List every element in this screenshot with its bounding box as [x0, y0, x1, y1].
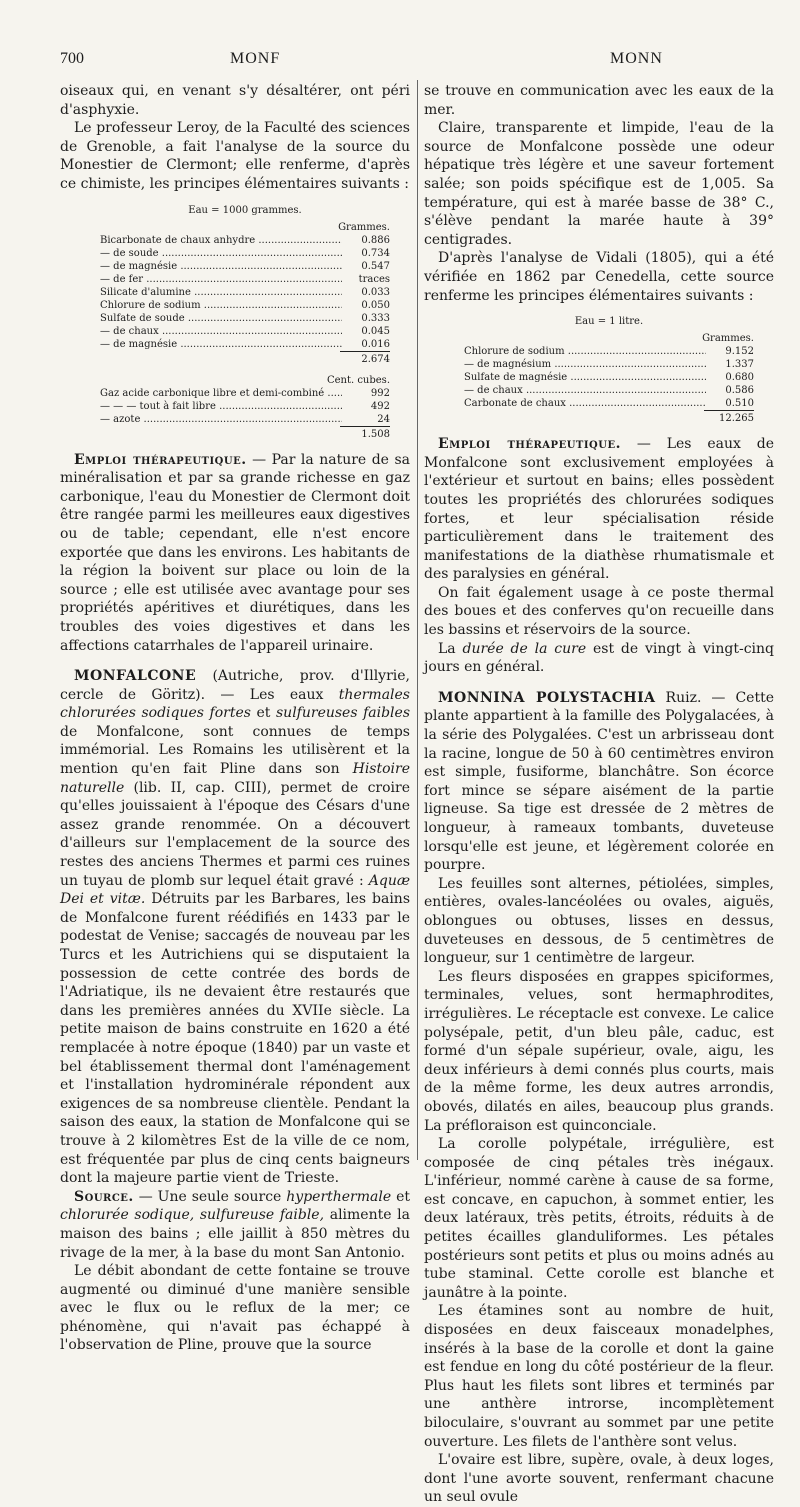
paragraph: La corolle polypétale, irrégulière, est composée de cinq pétales très inégaux. L'inférieur, nommé carène à cause de sa forme, est concave, en capuchon, à sommet entier, les deux latéraux, très petits, étroits, réduits à de petites écailles glanduliformes. Les pétales postérieurs sont petits et plus ou moins adnés au tube staminal. Cette corolle est blanche et jaunâtre à la pointe.: [424, 1136, 774, 1301]
paragraph-duree: [424, 640, 774, 677]
row-value: 9.152: [725, 346, 754, 358]
text: et: [391, 1188, 410, 1205]
paragraph: se trouve en communication avec les eaux de la mer.: [424, 83, 774, 118]
text: Détruits par les Barbares, les bains de Monfalcone furent réédifiés en 1433 par le podestat de Venise; saccagés de nouveau par les Turcs et les Autrichiens qui se disputaient la possession de cette contrée des bords de l'Adriatique, ils ne devaient être restaurés que dans les premières années du XVIIe siècle. La petite maison de bains construite en 1620 a été remplacée à notre époque (1840) par un vaste et bel établissement thermal dont l'aménagement et l'installation hydrominérale répondent aux exigences de sa nombreuse clientèle. Pendant la saison des eaux, la station de Monfalcone qui se trouve à 2 kilomètres Est de la ville de ce nom, est fréquentée par plus de cinq cents baigneurs dont la majeure partie vient de Trieste.: [60, 891, 410, 1187]
paragraph: Les fleurs disposées en grappes spiciformes, terminales, velues, sont hermaphrodites, irrégulières. Le réceptacle est convexe. Le calice polysépale, petit, d'un bleu pâle, caduc, est formé d'un sépale supérieur, ovale, aigu, les deux inférieurs à demi connés plus courts, mais de la même forme, les deux autres arrondis, obovés, dilatés en ailes, beaucoup plus grands. La préfloraison est quinconciale.: [424, 968, 774, 1134]
row-label: Silicate d'alumine .....: [100, 286, 342, 299]
header-left-guideword: MONF: [230, 50, 281, 67]
text: — Une seule source: [133, 1188, 287, 1205]
row-value: 0.050: [361, 299, 390, 311]
row-label: Bicarbonate de chaux anhydre .....: [100, 234, 342, 247]
column-divider: [417, 80, 418, 1160]
row-label: Carbonate de chaux .....: [464, 397, 706, 410]
table-row: [100, 338, 390, 351]
table-row: [100, 273, 390, 286]
row-label: — — — tout à fait libre .....: [100, 400, 342, 413]
paragraph: Les étamines sont au nombre de huit, disposées en deux faisceaux monadelphes, insérés à la base de la corolle et dont la gaine est fendue en long du côté postérieur de la fleur. Plus haut les filets sont libres et terminés par une anthère introrse, incomplètement biloculaire, s'ouvrant au sommet par une petite ouverture. Les filets de l'anthère sont velus.: [424, 1303, 774, 1450]
table-row: [100, 413, 390, 426]
section-heading: Emploi thérapeutique.: [74, 451, 247, 468]
row-value: 992: [370, 387, 390, 399]
paragraph: Claire, transparente et limpide, l'eau de la source de Monfalcone possède une odeur hépatique très légère et une saveur fortement salée; son poids spécifique est de 1,005. Sa température, qui est à marée basse de 38° C., s'élève pendant la marée haute à 39° centigrades.: [424, 120, 774, 248]
paragraph: D'après l'analyse de Vidali (1805), qui a été vérifiée en 1862 par Cenedella, cette source renferme les principes élémentaires suivants :: [424, 250, 774, 304]
paragraph: Les feuilles sont alternes, pétiolées, simples, entières, ovales-lancéolées ou ovales, aiguës, oblongues ou obtuses, lisses en dessus, duveteuses en dessous, de 5 centimètres de longueur, sur 1 centimètre de largeur.: [424, 875, 774, 967]
paragraph: oiseaux qui, en venant s'y désaltérer, ont péri d'asphyxie.: [60, 83, 410, 118]
row-label: — de chaux .....: [100, 325, 342, 338]
header-right-guideword: MONN: [610, 50, 663, 67]
table-row: [100, 312, 390, 325]
text: thermales chlorurées sodiques fortes: [60, 686, 410, 722]
text: La: [438, 640, 463, 657]
table-row: [464, 371, 754, 384]
table-row: [100, 286, 390, 299]
table-total: 12.265: [704, 410, 754, 425]
text: de Monfalcone, sont connues de temps immémorial. Les Romains les utilisèrent et la mention qu'en fait Pline dans son: [60, 723, 410, 778]
table-row: [100, 400, 390, 413]
row-label: — de magnésie .....: [100, 260, 342, 273]
row-value: traces: [358, 273, 390, 285]
row-label: — de chaux .....: [464, 384, 706, 397]
table-row: [464, 358, 754, 371]
text: hyperthermale: [286, 1188, 392, 1205]
row-label: Chlorure de sodium .....: [464, 345, 706, 358]
entry-heading: MONNINA POLYSTACHIA: [438, 689, 656, 706]
entry-heading: MONFALCONE: [74, 668, 197, 685]
right-column: [424, 82, 774, 1507]
table-row: [464, 397, 754, 410]
entry-monnina: [424, 689, 774, 875]
row-value: 0.033: [361, 286, 390, 298]
table-row: [100, 247, 390, 260]
paragraph-emploi: [60, 451, 410, 656]
table-row: [464, 384, 754, 397]
analysis-table-monestier: [100, 204, 390, 441]
row-label: — de fer .....: [100, 273, 342, 286]
row-value: 24: [377, 413, 390, 425]
table-row: [100, 299, 390, 312]
table-caption: Eau = 1000 grammes.: [188, 204, 302, 216]
table-row: [100, 387, 390, 400]
table-caption: Eau = 1 litre.: [574, 316, 644, 328]
paragraph-text: — Par la nature de sa minéralisation et par sa grande richesse en gaz carbonique, l'eau du Monestier de Clermont doit être rangée parmi les meilleures eaux digestives ou de table; cependant, elle n'est encore exportée que dans les environs. Les habitants de la région la boivent sur place ou loin de la source ; elle est utilisée avec avantage pour ses propriétés apéritives et diurétiques, dans les troubles des voies digestives et dans les affections catarrhales de l'appareil urinaire.: [60, 451, 410, 654]
paragraph-source: [60, 1188, 410, 1262]
text: durée de la cure: [462, 640, 587, 657]
section-heading: Emploi thérapeutique.: [438, 436, 621, 453]
text: Aquæ Dei et vitæ.: [60, 872, 410, 908]
analysis-table-monfalcone: [464, 315, 754, 425]
row-value: 0.734: [361, 247, 390, 259]
table-row: [100, 260, 390, 273]
row-value: 0.045: [361, 325, 390, 337]
row-value: 1.337: [725, 359, 754, 371]
table-row: [100, 234, 390, 247]
table-unit: Grammes.: [702, 333, 754, 345]
row-value: 0.586: [725, 385, 754, 397]
row-label: Chlorure de sodium .....: [100, 299, 342, 312]
row-value: 0.680: [725, 372, 754, 384]
paragraph: Le professeur Leroy, de la Faculté des sciences de Grenoble, a fait l'analyse de la source du Monestier de Clermont; elle renferme, d'après ce chimiste, les principes élémentaires suivants :: [60, 120, 410, 192]
paragraph-emploi: [424, 435, 774, 584]
text: Histoire naturelle: [60, 761, 410, 796]
row-label: — de soude .....: [100, 247, 342, 260]
row-label: — azote .....: [100, 413, 342, 426]
paragraph: On fait également usage à ce poste thermal des boues et des conferves qu'on recueille dans les bassins et réservoirs de la source.: [424, 584, 774, 639]
text: (lib. II, cap. CIII), permet de croire qu'elles jouissaient à l'époque des Césars d'une assez grande renommée. On a découvert d'ailleurs sur l'emplacement de la source des restes des anciens Thermes et parmi ces ruines un tuyau de plomb sur lequel était gravé :: [60, 779, 410, 889]
row-label: Sulfate de soude .....: [100, 312, 342, 325]
row-value: 0.547: [361, 260, 390, 272]
table-total: 2.674: [340, 351, 390, 366]
table-unit: Cent. cubes.: [326, 374, 390, 386]
row-label: Gaz acide carbonique libre et demi-combiné .....: [100, 387, 342, 400]
row-value: 0.510: [725, 398, 754, 410]
row-value: 0.016: [361, 338, 390, 350]
table-unit: Grammes.: [338, 221, 390, 233]
text: Ruiz. — Cette plante appartient à la famille des Polygalacées, à la série des Polygalées. C'est un arbrisseau dont la racine, longue de 50 à 60 centimètres environ est simple, fusiforme, blanchâtre. Son écorce fort mince se sépare aisément de la partie ligneuse. Sa tige est dressée de 2 mètres de longueur, à rameaux tombants, duveteuse lorsqu'elle est jeune, et légèrement colorée en pourpre.: [424, 689, 774, 874]
text: et: [250, 705, 276, 722]
row-value: 0.333: [361, 312, 390, 324]
text: (Autriche, prov. d'Illyrie, cercle de Göritz). — Les eaux: [60, 668, 410, 703]
row-label: — de magnésie .....: [100, 338, 342, 351]
text: sulfureuses faibles: [276, 705, 411, 722]
text: — Les eaux de Monfalcone sont exclusivement employées à l'extérieur et surtout en bains; elles possèdent toutes les propriétés des chlorurées sodiques fortes, et leur spécialisation réside particulièrement dans le traitement des manifestations de la diathèse rhumatismale et des paralysies en général.: [424, 436, 775, 583]
table-total: 1.508: [340, 426, 390, 441]
row-label: — de magnésium .....: [464, 358, 706, 371]
row-value: 0.886: [361, 234, 390, 246]
text: alimente la maison des bains ; elle jaillit à 850 mètres du rivage de la mer, à la base du mont San Antonio.: [60, 1207, 411, 1261]
text: est de vingt à vingt-cinq jours en général.: [424, 640, 775, 676]
paragraph: L'ovaire est libre, supère, ovale, à deux loges, dont l'une avorte souvent, renfermant chacune un seul ovule: [424, 1452, 774, 1506]
entry-monfalcone: [60, 667, 410, 1188]
running-header: [60, 50, 758, 72]
section-heading: Source.: [74, 1188, 134, 1205]
row-value: 492: [370, 400, 390, 412]
page-number: 700: [60, 50, 84, 67]
row-label: Sulfate de magnésie .....: [464, 371, 706, 384]
table-row: [464, 345, 754, 358]
table-row: [100, 325, 390, 338]
left-column: [60, 82, 410, 1355]
text: chlorurée sodique, sulfureuse faible,: [60, 1207, 325, 1224]
paragraph: Le débit abondant de cette fontaine se trouve augmenté ou diminué d'une manière sensible avec le flux ou le reflux de la mer; ce phénomène, qui n'avait pas échappé à l'observation de Pline, prouve que la source: [60, 1263, 410, 1354]
